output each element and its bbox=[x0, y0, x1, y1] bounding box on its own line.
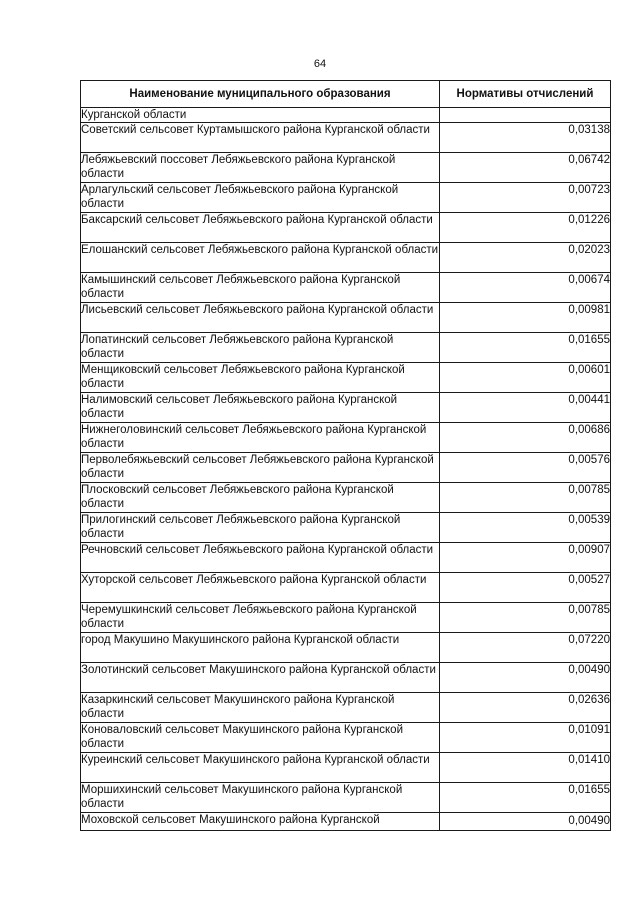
name-cell: Нижнеголовинский сельсовет Лебяжьевского района Курганской области bbox=[81, 423, 440, 453]
table-row bbox=[81, 423, 611, 453]
name-cell: Моховской сельсовет Макушинского района Курганской bbox=[81, 813, 440, 831]
value-cell: 0,00686 bbox=[440, 423, 611, 453]
table-row-continued bbox=[81, 108, 611, 123]
value-cell: 0,01655 bbox=[440, 333, 611, 363]
table-row bbox=[81, 273, 611, 303]
value-cell: 0,01655 bbox=[440, 783, 611, 813]
table-row-last bbox=[81, 813, 611, 831]
value-cell: 0,02023 bbox=[440, 243, 611, 273]
table-row bbox=[81, 483, 611, 513]
value-cell: 0,00601 bbox=[440, 363, 611, 393]
table-row bbox=[81, 393, 611, 423]
header-name: Наименование муниципального образования bbox=[81, 81, 440, 108]
norms-table bbox=[80, 80, 611, 831]
value-cell: 0,01091 bbox=[440, 723, 611, 753]
value-cell: 0,01410 bbox=[440, 753, 611, 783]
table-row bbox=[81, 333, 611, 363]
name-cell: Моршихинский сельсовет Макушинского района Курганской области bbox=[81, 783, 440, 813]
table-row bbox=[81, 573, 611, 603]
name-cell: Казаркинский сельсовет Макушинского района Курганской области bbox=[81, 693, 440, 723]
table-row bbox=[81, 123, 611, 153]
table-row bbox=[81, 243, 611, 273]
value-cell: 0,06742 bbox=[440, 153, 611, 183]
page-number: 64 bbox=[313, 58, 327, 70]
name-cell: Камышинский сельсовет Лебяжьевского района Курганской области bbox=[81, 273, 440, 303]
value-cell: 0,02636 bbox=[440, 693, 611, 723]
table-row bbox=[81, 663, 611, 693]
name-cell: Черемушкинский сельсовет Лебяжьевского района Курганской области bbox=[81, 603, 440, 633]
table-row bbox=[81, 753, 611, 783]
table-row bbox=[81, 603, 611, 633]
table-row bbox=[81, 453, 611, 483]
table-row bbox=[81, 183, 611, 213]
table-row bbox=[81, 153, 611, 183]
value-cell: 0,00539 bbox=[440, 513, 611, 543]
name-cell: Куреинский сельсовет Макушинского района Курганской области bbox=[81, 753, 440, 783]
table-row bbox=[81, 513, 611, 543]
name-cell: Прилогинский сельсовет Лебяжьевского района Курганской области bbox=[81, 513, 440, 543]
name-cell: Баксарский сельсовет Лебяжьевского района Курганской области bbox=[81, 213, 440, 243]
table-row bbox=[81, 723, 611, 753]
value-cell: 0,00981 bbox=[440, 303, 611, 333]
table-header-row bbox=[81, 81, 611, 108]
value-cell: 0,00785 bbox=[440, 483, 611, 513]
value-cell: 0,07220 bbox=[440, 633, 611, 663]
table-row bbox=[81, 363, 611, 393]
name-cell: Золотинский сельсовет Макушинского района Курганской области bbox=[81, 663, 440, 693]
value-cell: 0,00723 bbox=[440, 183, 611, 213]
table-row bbox=[81, 543, 611, 573]
value-cell bbox=[440, 108, 611, 123]
value-cell: 0,00527 bbox=[440, 573, 611, 603]
table-body bbox=[81, 108, 611, 831]
value-cell: 0,00576 bbox=[440, 453, 611, 483]
name-cell: Лисьевский сельсовет Лебяжьевского района Курганской области bbox=[81, 303, 440, 333]
value-cell: 0,00907 bbox=[440, 543, 611, 573]
value-cell: 0,00674 bbox=[440, 273, 611, 303]
name-cell: Елошанский сельсовет Лебяжьевского района Курганской области bbox=[81, 243, 440, 273]
name-cell: Арлагульский сельсовет Лебяжьевского района Курганской области bbox=[81, 183, 440, 213]
name-cell: Советский сельсовет Куртамышского района Курганской области bbox=[81, 123, 440, 153]
name-cell: Налимовский сельсовет Лебяжьевского района Курганской области bbox=[81, 393, 440, 423]
name-cell: Плосковский сельсовет Лебяжьевского района Курганской области bbox=[81, 483, 440, 513]
table-row bbox=[81, 213, 611, 243]
name-cell: город Макушино Макушинского района Курганской области bbox=[81, 633, 440, 663]
name-cell: Речновский сельсовет Лебяжьевского района Курганской области bbox=[81, 543, 440, 573]
name-cell: Менщиковский сельсовет Лебяжьевского района Курганской области bbox=[81, 363, 440, 393]
value-cell: 0,00441 bbox=[440, 393, 611, 423]
value-cell: 0,00490 bbox=[440, 813, 611, 831]
value-cell: 0,03138 bbox=[440, 123, 611, 153]
table-row bbox=[81, 783, 611, 813]
value-cell: 0,01226 bbox=[440, 213, 611, 243]
name-cell: Лебяжьевский поссовет Лебяжьевского района Курганской области bbox=[81, 153, 440, 183]
name-cell: Хуторской сельсовет Лебяжьевского района Курганской области bbox=[81, 573, 440, 603]
name-cell: Перволебяжьевский сельсовет Лебяжьевского района Курганской области bbox=[81, 453, 440, 483]
name-cell: Коноваловский сельсовет Макушинского района Курганской области bbox=[81, 723, 440, 753]
name-cell: Лопатинский сельсовет Лебяжьевского района Курганской области bbox=[81, 333, 440, 363]
table-row bbox=[81, 633, 611, 663]
value-cell: 0,00785 bbox=[440, 603, 611, 633]
table-row bbox=[81, 693, 611, 723]
table-row bbox=[81, 303, 611, 333]
name-cell: Курганской области bbox=[81, 108, 440, 123]
value-cell: 0,00490 bbox=[440, 663, 611, 693]
header-value: Нормативы отчислений bbox=[440, 81, 611, 108]
